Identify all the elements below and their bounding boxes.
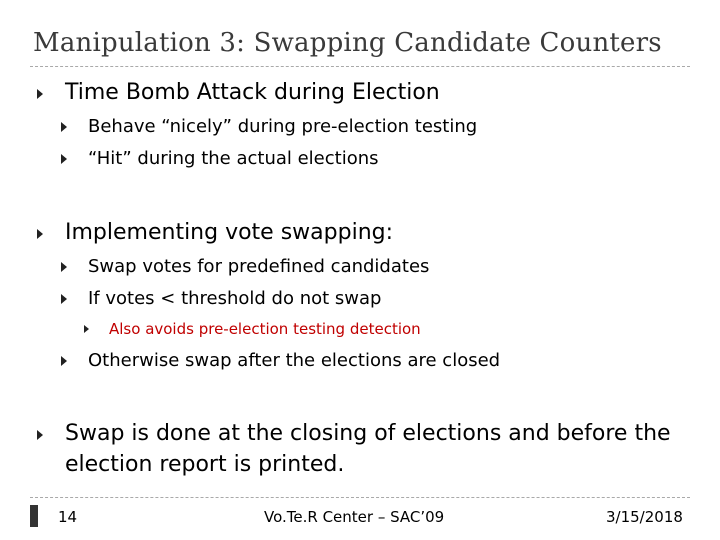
bullet-arrow-icon xyxy=(84,325,89,333)
bullet-time-bomb: Time Bomb Attack during Election xyxy=(65,80,440,105)
bullet-hit: “Hit” during the actual elections xyxy=(88,148,379,169)
bullet-threshold: If votes < threshold do not swap xyxy=(88,288,382,309)
bullet-otherwise-swap: Otherwise swap after the elections are closed xyxy=(88,350,501,371)
bullet-arrow-icon xyxy=(61,122,67,132)
bullet-arrow-icon xyxy=(37,430,43,440)
bullet-arrow-icon xyxy=(61,356,67,366)
bullet-arrow-icon xyxy=(61,294,67,304)
footer-date: 3/15/2018 xyxy=(606,508,683,526)
bullet-swap-done-line2: election report is printed. xyxy=(65,452,345,477)
bullet-arrow-icon xyxy=(37,89,43,99)
bullet-swap-votes: Swap votes for predefined candidates xyxy=(88,256,430,277)
bullet-arrow-icon xyxy=(37,229,43,239)
bullet-implementing: Implementing vote swapping: xyxy=(65,220,394,245)
bullet-arrow-icon xyxy=(61,262,67,272)
slide-title: Manipulation 3: Swapping Candidate Counters xyxy=(33,28,662,58)
bullet-behave-nicely: Behave “nicely” during pre-election testing xyxy=(88,116,478,137)
title-divider xyxy=(30,66,690,67)
footer-center-text: Vo.Te.R Center – SAC’09 xyxy=(264,508,445,526)
bullet-avoids-detection: Also avoids pre-election testing detection xyxy=(109,320,421,338)
page-number: 14 xyxy=(58,508,78,526)
footer-marker-bar xyxy=(30,505,38,527)
bullet-swap-done-line1: Swap is done at the closing of elections and before the xyxy=(65,421,671,446)
footer-divider xyxy=(30,497,690,498)
bullet-arrow-icon xyxy=(61,154,67,164)
